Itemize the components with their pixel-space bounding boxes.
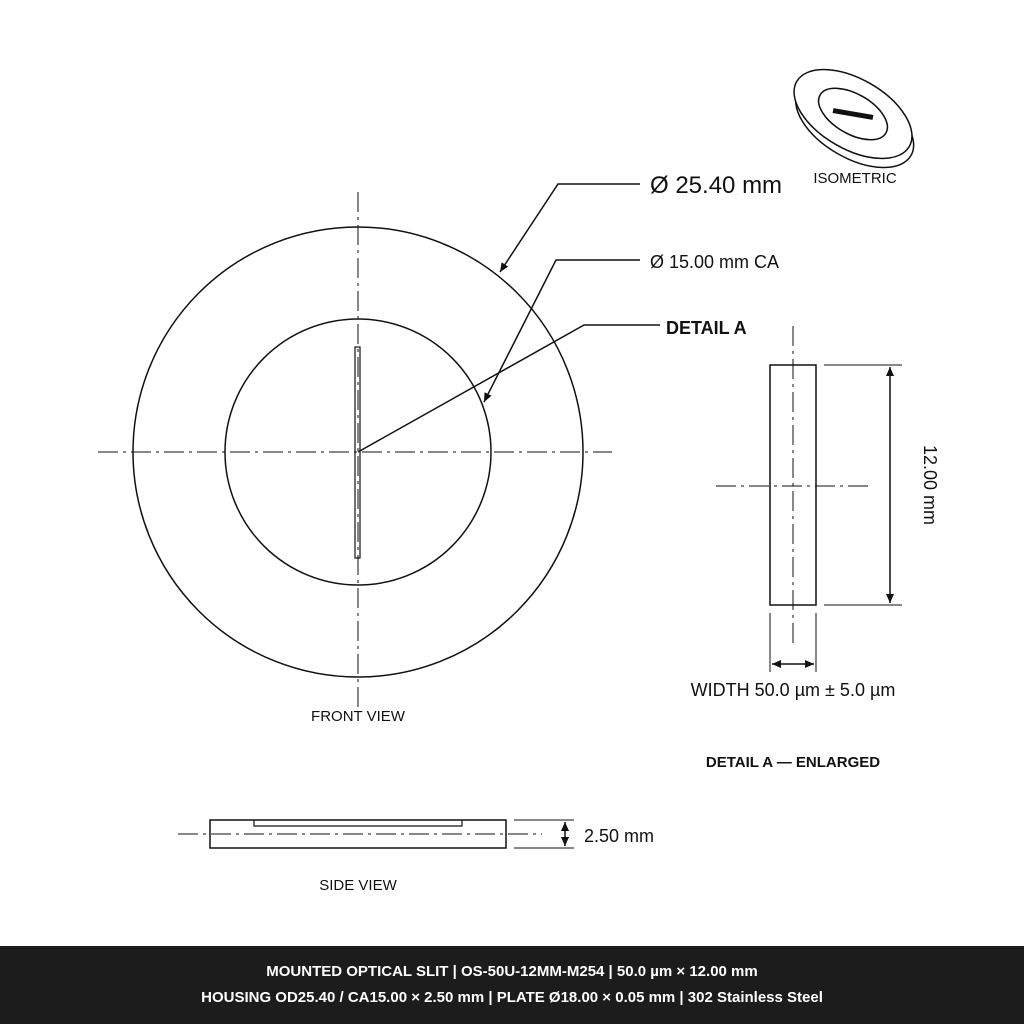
side-view xyxy=(178,820,574,848)
title-block-line-1: MOUNTED OPTICAL SLIT | OS-50U-12MM-M254 | 50.0 µm × 12.00 mm xyxy=(266,963,758,980)
detail-a-title: DETAIL A — ENLARGED xyxy=(705,754,881,771)
outer-diameter-leader xyxy=(500,184,640,272)
side-view-label: SIDE VIEW xyxy=(319,877,397,894)
leaders xyxy=(358,184,660,452)
thickness-label: 2.50 mm xyxy=(584,826,655,846)
front-view-label: FRONT VIEW xyxy=(311,708,405,725)
title-block-line-2: HOUSING OD25.40 / CA15.00 × 2.50 mm | PLATE Ø18.00 × 0.05 mm | 302 Stainless Steel xyxy=(201,989,823,1006)
clear-aperture-leader xyxy=(484,260,640,402)
title-block xyxy=(0,946,1024,1024)
detail-a-leader xyxy=(358,325,660,452)
side-plate-recess xyxy=(254,820,462,826)
detail-a-view xyxy=(716,326,902,672)
outer-diameter-label: Ø 25.40 mm xyxy=(650,172,783,199)
detail-a-callout: DETAIL A xyxy=(666,318,747,338)
front-view xyxy=(98,192,612,712)
slit-length-label: 12.00 mm xyxy=(920,444,940,526)
isometric-view xyxy=(776,51,932,186)
isometric-label: ISOMETRIC xyxy=(813,170,897,187)
clear-aperture-label: Ø 15.00 mm CA xyxy=(650,252,780,272)
slit-width-label: WIDTH 50.0 µm ± 5.0 µm xyxy=(690,680,896,700)
